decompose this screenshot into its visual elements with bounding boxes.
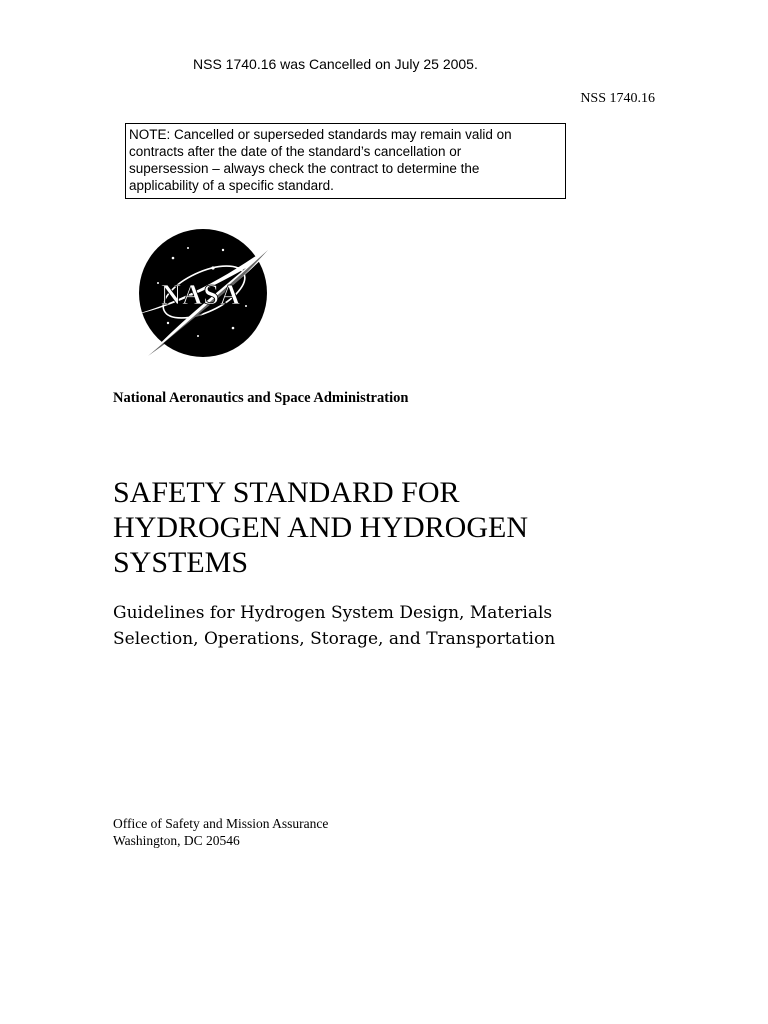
cancellation-note-box <box>125 123 566 199</box>
note-line: contracts after the date of the standard’s cancellation or <box>129 144 462 159</box>
note-line: NOTE: Cancelled or superseded standards may remain valid on <box>129 127 512 142</box>
office-address: Washington, DC 20546 <box>113 833 240 848</box>
title-line: SYSTEMS <box>113 546 249 579</box>
cancellation-notice: NSS 1740.16 was Cancelled on July 25 2005. <box>193 56 478 72</box>
subtitle-line: Selection, Operations, Storage, and Transportation <box>113 629 556 649</box>
document-number: NSS 1740.16 <box>580 91 655 106</box>
nasa-logo-text: NASA <box>160 280 242 311</box>
issuing-office <box>113 815 328 849</box>
nasa-meatball-logo-icon <box>128 228 288 364</box>
document-title <box>113 475 713 580</box>
subtitle-line: Guidelines for Hydrogen System Design, Materials <box>113 603 553 623</box>
note-line: supersession – always check the contract to determine the <box>129 161 480 176</box>
agency-name: National Aeronautics and Space Administration <box>113 390 409 406</box>
document-subtitle <box>113 600 733 652</box>
title-line: HYDROGEN AND HYDROGEN <box>113 511 528 544</box>
title-line: SAFETY STANDARD FOR <box>113 476 460 509</box>
note-line: applicability of a specific standard. <box>129 178 334 193</box>
office-name: Office of Safety and Mission Assurance <box>113 816 329 831</box>
